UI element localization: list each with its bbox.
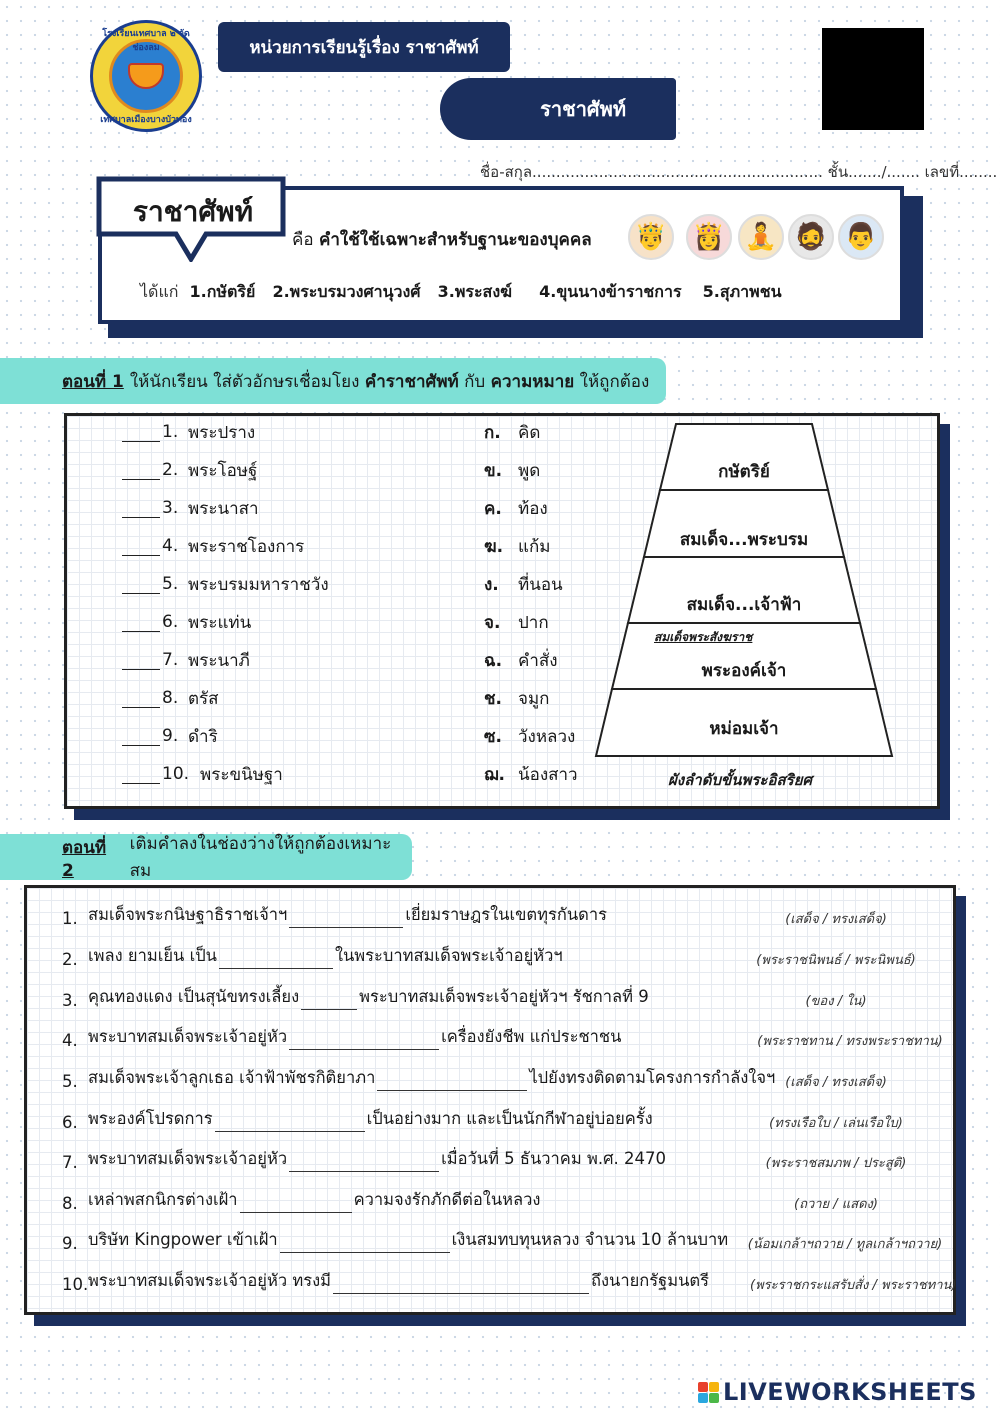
question-row <box>122 531 304 561</box>
question-number: 4. <box>162 536 179 556</box>
pyramid-caption: ผังลำดับขั้นพระอิสริยศ <box>667 771 813 789</box>
sentence-after: เยี่ยมราษฎรในเขตทุรกันดาร <box>405 905 607 924</box>
question-word: พระนาภี <box>188 650 250 671</box>
sentence-before: พระบาทสมเด็จพระเจ้าอยู่หัว ทรงมี <box>88 1271 331 1290</box>
meaning-text: คิด <box>518 422 541 443</box>
question-row <box>122 645 250 675</box>
sentence-after: ไปยังทรงติดตามโครงการกำลังใจฯ <box>529 1068 776 1087</box>
logo-text-bottom: เทศบาลเมืองบางบัวทอง <box>100 115 192 125</box>
question-word: พระราชโองการ <box>188 536 305 557</box>
answer-blank[interactable] <box>122 688 160 708</box>
sentence-row <box>62 943 563 969</box>
category-list <box>140 280 794 305</box>
question-word: พระบรมมหาราชวัง <box>188 574 329 595</box>
monk-face-icon: 🧘 <box>738 214 784 260</box>
part1-instruction-c: กับ <box>464 371 486 392</box>
meaning-letter: ง. <box>484 574 499 595</box>
sentence-row <box>62 1187 540 1213</box>
question-row <box>122 455 257 485</box>
liveworksheets-logo <box>698 1378 977 1406</box>
princess-face-icon: 👸 <box>686 214 732 260</box>
meaning-letter: ซ. <box>484 726 502 747</box>
sentence-row <box>62 902 607 928</box>
fill-blank[interactable] <box>289 908 403 928</box>
question-row <box>122 493 259 523</box>
meaning-row <box>484 607 549 637</box>
question-word: พระนาสา <box>188 498 259 519</box>
fill-blank[interactable] <box>377 1071 527 1091</box>
answer-blank[interactable] <box>122 422 160 442</box>
category-item: 3.พระสงฆ์ <box>437 282 513 301</box>
meaning-row <box>484 683 549 713</box>
meaning-letter: ฉ. <box>484 650 503 671</box>
answer-blank[interactable] <box>122 612 160 632</box>
meaning-row <box>484 759 578 789</box>
sentence-row <box>62 1227 728 1253</box>
sentence-number: 9. <box>62 1234 78 1253</box>
fill-blank[interactable] <box>333 1274 589 1294</box>
answer-blank[interactable] <box>122 460 160 480</box>
meaning-letter: ฌ. <box>484 764 505 785</box>
answer-blank[interactable] <box>122 498 160 518</box>
answer-blank[interactable] <box>122 650 160 670</box>
fill-blank[interactable] <box>289 1152 439 1172</box>
sentence-row <box>62 1065 775 1091</box>
question-word: พระโอษฐ์ <box>188 460 258 481</box>
definition-lead: คือ <box>292 230 314 250</box>
word-choice-hint: (เสด็จ / ทรงเสด็จ) <box>785 912 887 927</box>
official-face-icon: 🧔 <box>788 214 834 260</box>
meaning-row <box>484 645 558 675</box>
question-word: พระขนิษฐา <box>200 764 283 785</box>
question-number: 7. <box>162 650 179 670</box>
sentence-after: เป็นอย่างมาก และเป็นนักกีฬาอยู่บ่อยครั้ง <box>366 1109 653 1128</box>
part1-instruction-d: ความหมาย <box>490 371 575 392</box>
meaning-text: จมูก <box>518 688 550 709</box>
sentence-before: เพลง ยามเย็น เป็น <box>88 946 217 965</box>
question-number: 10. <box>162 764 190 784</box>
word-choice-hint: (ทรงเรือใบ / เล่นเรือใบ) <box>769 1116 903 1131</box>
student-info-line: ชื่อ-สกุล............................................................. ชั้น......./....... เลขที่........ <box>480 163 998 181</box>
pyramid-label-2: สมเด็จ...พระบรม <box>679 530 809 550</box>
meaning-row <box>484 493 548 523</box>
question-row <box>122 417 255 447</box>
question-number: 8. <box>162 688 179 708</box>
sentence-after: ความจงรักภักดีต่อในหลวง <box>353 1190 541 1209</box>
question-word: ดำริ <box>188 726 218 747</box>
pyramid-note: สมเด็จพระสังฆราช <box>654 630 753 644</box>
word-choice-hint: (พระราชนิพนธ์ / พระนิพนธ์) <box>756 953 916 968</box>
sentence-before: สมเด็จพระเจ้าลูกเธอ เจ้าฟ้าพัชรกิติยาภา <box>88 1068 376 1087</box>
sentence-number: 8. <box>62 1194 78 1213</box>
meaning-text: คำสั่ง <box>518 650 558 671</box>
question-number: 6. <box>162 612 179 632</box>
meaning-letter: ช. <box>484 688 502 709</box>
fill-blank[interactable] <box>219 949 333 969</box>
word-choice-hint: (พระราชทาน / ทรงพระราชทาน) <box>757 1034 943 1049</box>
fill-blank[interactable] <box>301 990 357 1010</box>
sentence-number: 1. <box>62 909 78 928</box>
fill-blank[interactable] <box>240 1193 352 1213</box>
fill-blank[interactable] <box>280 1233 450 1253</box>
question-word: พระปราง <box>188 422 256 443</box>
question-row <box>122 569 329 599</box>
sentence-after: เมื่อวันที่ 5 ธันวาคม พ.ศ. 2470 <box>441 1149 667 1168</box>
sentence-after: ถึงนายกรัฐมนตรี <box>591 1271 709 1290</box>
category-item: 5.สุภาพชน <box>702 282 782 301</box>
sentence-number: 2. <box>62 950 78 969</box>
answer-blank[interactable] <box>122 764 160 784</box>
answer-blank[interactable] <box>122 536 160 556</box>
meaning-text: วังหลวง <box>518 726 576 747</box>
sentence-after: เครื่องยังชีพ แก่ประชาชน <box>441 1027 622 1046</box>
word-choice-hint: (พระราชสมภพ / ประสูติ) <box>765 1156 907 1171</box>
question-word: ตรัส <box>188 688 219 709</box>
sentence-after: ในพระบาทสมเด็จพระเจ้าอยู่หัวฯ <box>334 946 563 965</box>
word-choice-hint: (ของ / ใน) <box>805 994 867 1009</box>
meaning-text: น้องสาว <box>518 764 578 785</box>
question-row <box>122 607 251 637</box>
meaning-letter: ค. <box>484 498 502 519</box>
question-row <box>122 721 218 751</box>
sentence-row <box>62 1268 709 1294</box>
category-item: 4.ขุนนางข้าราชการ <box>539 282 682 301</box>
sentence-number: 5. <box>62 1072 78 1091</box>
topic-title: ราชาศัพท์ <box>440 78 676 140</box>
meaning-text: ท้อง <box>518 498 548 519</box>
meaning-row <box>484 455 540 485</box>
sentence-before: พระองค์โปรดการ <box>88 1109 213 1128</box>
category-item: 2.พระบรมวงศานุวงศ์ <box>272 282 421 301</box>
meaning-letter: ฆ. <box>484 536 504 557</box>
question-row <box>122 683 219 713</box>
sentence-before: สมเด็จพระกนิษฐาธิราชเจ้าฯ <box>88 905 288 924</box>
person-faces <box>628 214 888 262</box>
question-row <box>122 759 283 789</box>
meaning-row <box>484 721 575 751</box>
unit-title: หน่วยการเรียนรู้เรื่อง ราชาศัพท์ <box>218 22 510 72</box>
sentence-row <box>62 984 649 1010</box>
sentence-before: พระบาทสมเด็จพระเจ้าอยู่หัว <box>88 1149 288 1168</box>
commoner-face-icon: 👨 <box>838 214 884 260</box>
sentence-before: เหล่าพสกนิกรต่างเฝ้า <box>88 1190 238 1209</box>
question-number: 5. <box>162 574 179 594</box>
pyramid-label-1: กษัตริย์ <box>718 462 770 482</box>
sentence-row <box>62 1106 653 1132</box>
definition-meaning: คำใช้ใช้เฉพาะสำหรับฐานะของบุคคล <box>319 230 592 250</box>
word-choice-hint: (เสด็จ / ทรงเสด็จ) <box>785 1075 887 1090</box>
part1-instruction-e: ให้ถูกต้อง <box>579 371 650 392</box>
meaning-text: พูด <box>518 460 541 481</box>
category-item: 1.กษัตริย์ <box>189 282 256 301</box>
redacted-box <box>822 28 924 130</box>
liveworksheets-badge-icon <box>698 1382 719 1403</box>
meaning-letter: จ. <box>484 612 501 633</box>
meaning-text: ที่นอน <box>518 574 563 595</box>
sentence-before: พระบาทสมเด็จพระเจ้าอยู่หัว <box>88 1027 288 1046</box>
meaning-letter: ก. <box>484 422 501 443</box>
word-choice-hint: (พระราชกระแสรับสั่ง / พระราชทาน) <box>750 1278 957 1293</box>
sentence-row <box>62 1024 621 1050</box>
part2-header <box>0 834 412 880</box>
question-number: 3. <box>162 498 179 518</box>
definition-text <box>292 226 592 253</box>
sentence-before: บริษัท Kingpower เข้าเฝ้า <box>88 1230 278 1249</box>
king-face-icon: 🤴 <box>628 214 674 260</box>
question-number: 9. <box>162 726 179 746</box>
liveworksheets-brand: LIVEWORKSHEETS <box>723 1378 977 1406</box>
part1-instruction-b: คำราชาศัพท์ <box>364 371 459 392</box>
pyramid-label-4: พระองค์เจ้า <box>701 661 787 681</box>
sentence-before: คุณทองแดง เป็นสุนัขทรงเลี้ยง <box>88 987 300 1006</box>
fill-blank[interactable] <box>215 1112 365 1132</box>
word-choice-hint: (น้อมเกล้าฯถวาย / ทูลเกล้าฯถวาย) <box>747 1237 943 1252</box>
part1-number: ตอนที่ 1 <box>62 371 124 392</box>
sentence-number: 7. <box>62 1153 78 1172</box>
definition-title: ราชาศัพท์ <box>132 195 254 228</box>
answer-blank[interactable] <box>122 574 160 594</box>
meaning-letter: ข. <box>484 460 503 481</box>
sentence-number: 10. <box>62 1275 89 1294</box>
sentence-row <box>62 1146 666 1172</box>
logo-text-top: โรงเรียนเทศบาล ๒ วัดช่องลม <box>102 29 190 53</box>
sentence-number: 3. <box>62 991 78 1010</box>
meaning-row <box>484 569 563 599</box>
fill-blank[interactable] <box>289 1030 439 1050</box>
meaning-text: แก้ม <box>518 536 551 557</box>
sentence-after: เงินสมทบทุนหลวง จำนวน 10 ล้านบาท <box>451 1230 729 1249</box>
answer-blank[interactable] <box>122 726 160 746</box>
part2-instruction: เติมคำลงในช่องว่างให้ถูกต้องเหมาะสม <box>129 834 392 881</box>
meaning-row <box>484 531 550 561</box>
part1-header <box>0 358 666 404</box>
question-number: 1. <box>162 422 179 442</box>
sentence-after: พระบาทสมเด็จพระเจ้าอยู่หัวฯ รัชกาลที่ 9 <box>359 987 649 1006</box>
sentence-number: 6. <box>62 1113 78 1132</box>
pyramid-label-5: หม่อมเจ้า <box>709 719 779 739</box>
question-number: 2. <box>162 460 179 480</box>
meaning-text: ปาก <box>518 612 549 633</box>
part1-instruction-a: ให้นักเรียน ใส่ตัวอักษรเชื่อมโยง <box>129 371 360 392</box>
question-word: พระแท่น <box>188 612 252 633</box>
part2-number: ตอนที่ 2 <box>62 837 107 881</box>
pyramid-label-3: สมเด็จ...เจ้าฟ้า <box>686 595 802 615</box>
sentence-number: 4. <box>62 1031 78 1050</box>
category-list-lead: ได้แก่ <box>140 282 179 301</box>
meaning-row <box>484 417 540 447</box>
word-choice-hint: (ถวาย / แสดง) <box>794 1197 878 1212</box>
